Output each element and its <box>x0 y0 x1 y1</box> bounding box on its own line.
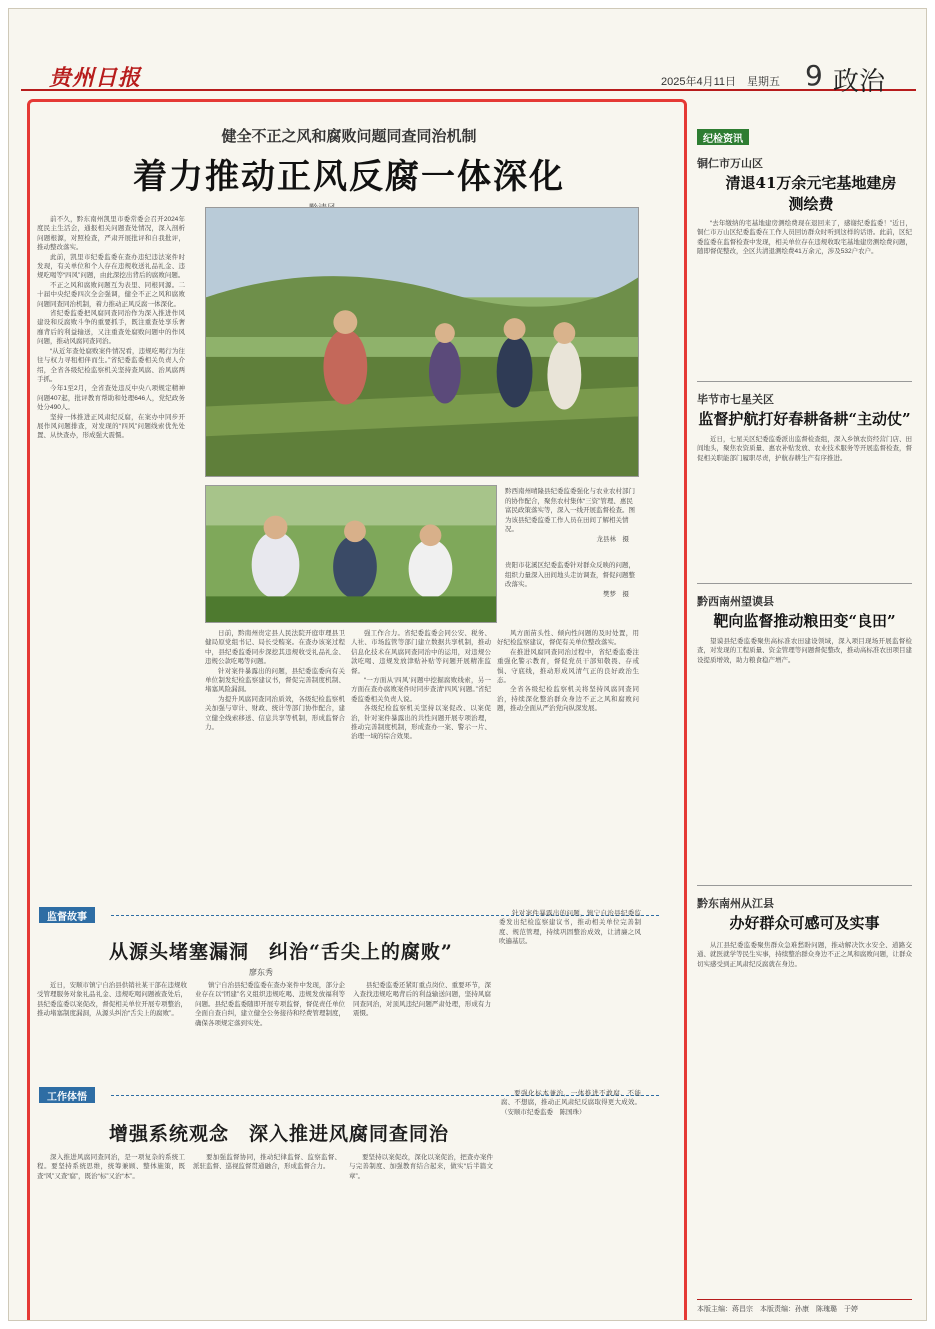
rail-item-body <box>697 435 912 573</box>
paragraph: 强工作合力。省纪委监委会同公安、税务、人社、市场监管等部门建立数据共享机制，推动信息化技术在风腐同查同治中的运用，对违规公款吃喝、违规发放津贴补贴等问题开展精准监督。 <box>351 630 491 675</box>
story3-title: 增强系统观念 深入推进风腐同查同治 <box>109 1123 450 1145</box>
paragraph: 要强化标本兼治，一体推进不敢腐、不能腐、不想腐，推动正风肃纪反腐取得更大成效。（安顺市纪委监委 陈国珠） <box>501 1090 641 1116</box>
paragraph: 前不久，黔东南州凯里市委常委会召开2024年度民主生活会，通报相关问题查处情况，深入剖析问题根源，对照检查，严肃开展批评和自我批评，推动整改落实。 <box>37 216 185 252</box>
paragraph: 风方面苗头性、倾向性问题的及时处置，用好纪检监察建议，督促有关单位整改落实。 <box>497 630 639 647</box>
rail-section-label: 纪检资讯 <box>697 129 749 145</box>
rail-item-body <box>697 637 912 877</box>
paragraph: “一方面从‘四风’问题中挖掘腐败线索，另一方面在查办腐败案件时同步查清‘四风’问题。”省纪委监委相关负责人说。 <box>351 677 491 703</box>
paragraph: 要加强监督协同，推动纪律监督、监察监督、派驻监督、巡视监督贯通融合，形成监督合力。 <box>193 1154 341 1171</box>
story3-column-4 <box>501 1089 641 1313</box>
divider <box>697 381 912 382</box>
paragraph: 从江县纪委监委聚焦群众急难愁盼问题，推动解决饮水安全、道路交通、就医就学等民生实事，持续整治群众身边不正之风和腐败问题，让群众切实感受到正风肃纪反腐就在身边。 <box>697 942 912 968</box>
lead-column-2 <box>205 629 345 901</box>
newspaper-logo: 贵州日报 <box>49 65 142 91</box>
newspaper-page <box>8 8 927 1321</box>
rail-item-body <box>697 941 912 1291</box>
section-band-label: 工作体悟 <box>39 1087 95 1103</box>
lead-headline: 着力推动正风反腐一体深化 <box>133 157 565 197</box>
section-label: 政治 <box>833 67 886 97</box>
paragraph: 此前，凯里市纪委监委在查办违纪违法案件时发现，有关单位和个人存在违规收送礼品礼金、违规吃喝等“四风”问题，由此深挖出背后的腐败问题。 <box>37 253 185 280</box>
paragraph: “从近年查处腐败案件情况看，违规吃喝行为往往与权力寻租相伴而生。”省纪委监委相关负责人介绍，全省各级纪检监察机关坚持查风腐、治风腐两手抓。 <box>37 347 185 383</box>
story2-column-4 <box>499 909 641 1077</box>
rail-item-title: 办好群众可感可及实事 <box>729 914 880 932</box>
rail-item-title: 监督护航打好春耕备耕“主动仗” <box>698 410 911 428</box>
rail-item-location: 黔东南州从江县 <box>697 897 774 910</box>
paragraph: “去年缴纳的宅基地建房测绘费现在退回来了，感谢纪委监委！”近日，铜仁市万山区纪委监委在工作人员回访群众时听到这样的话语。此前，区纪委监委在监督检查中发现，相关单位存在违规收取宅基地建房测绘费问题，随即督促整改，全区共清退测绘费41万余元，涉及532户农户。 <box>697 220 912 256</box>
photo-fields-image <box>206 208 638 476</box>
paragraph: 今年1至2月，全省查处违反中央八项规定精神问题407起，批评教育帮助和处理646人，党纪政务处分490人。 <box>37 385 185 412</box>
story3-column-1 <box>37 1153 185 1313</box>
lead-column-4 <box>497 629 639 901</box>
story2-byline: 廖东秀 <box>249 968 273 977</box>
rail-item-title: 清退41万余元宅基地建房测绘费 <box>725 174 897 213</box>
lead-photo-1 <box>205 207 639 477</box>
paragraph: 近日，安顺市镇宁自治县供销社某干部在违规收受管理服务对象礼品礼金、违规吃喝问题被查处后，县纪委监委以案促改，督促相关单位开展专项整治，推动堵塞制度漏洞，从源头纠治“舌尖上的腐败”。 <box>37 982 187 1018</box>
story2-column-2 <box>195 981 345 1077</box>
paragraph: 在推进风腐同查同治过程中，省纪委监委注重强化警示教育，督促党员干部知敬畏、存戒惧、守底线，推动形成风清气正的良好政治生态。 <box>497 648 639 685</box>
paragraph: 要坚持以案促改，深化以案促治，把查办案件与完善制度、加强教育结合起来，做实“后半篇文章”。 <box>349 1154 493 1180</box>
photo-credit: 龙县林 摄 <box>596 535 629 543</box>
paragraph: 各级纪检监察机关坚持以案促改、以案促治，针对案件暴露出的共性问题开展专项治理，推动完善制度机制，形成查办一案、警示一片、治理一域的综合效果。 <box>351 705 491 741</box>
paragraph: 日前，黔南州贵定县人民法院开庭审理县卫健局原党组书记、局长受贿案。在查办该案过程中，县纪委监委同步深挖其违规收受礼品礼金、违规公款吃喝等问题。 <box>205 630 345 666</box>
paragraph: 县纪委监委还紧盯重点岗位、重要环节，深入查找违规吃喝背后的利益输送问题，坚持风腐同查同治，对顶风违纪问题严肃处理，形成有力震慑。 <box>353 982 491 1018</box>
story2-title: 从源头堵塞漏洞 纠治“舌尖上的腐败” <box>109 941 453 963</box>
paragraph: 不正之风和腐败问题互为表里、同根同源。二十届中央纪委四次全会强调，健全不正之风和腐败问题同查同治机制，着力推动正风反腐一体深化。 <box>37 281 185 308</box>
story2-column-3 <box>353 981 491 1077</box>
photo-credit: 樊梦 摄 <box>603 590 629 598</box>
divider <box>697 885 912 886</box>
lead-photo-2 <box>205 485 497 623</box>
caption-text: 贵阳市花溪区纪委监委针对群众反映的问题，组织力量深入田间地头走访调查，督促问题整改落实。 <box>505 562 635 588</box>
story2-column-1 <box>37 981 187 1077</box>
rail-item-body <box>697 219 912 375</box>
photo-seedlings-image <box>206 486 496 622</box>
rail-item-title: 靶向监督推动粮田变“良田” <box>713 612 896 630</box>
masthead <box>21 57 916 97</box>
section-band-label: 监督故事 <box>39 907 95 923</box>
paragraph: 近日，七星关区纪委监委派出监督检查组，深入乡镇农资经营门店、田间地头，聚焦农资质量、惠农补贴发放、农业技术服务等开展监督检查，督促相关职能部门履职尽责，护航春耕生产有序推进。 <box>697 436 912 462</box>
paragraph: 镇宁自治县纪委监委在查办案件中发现，部分企业存在以“团建”名义组织违规吃喝、违规发放福利等问题。县纪委监委随即开展专项监督，督促责任单位全面自查自纠，建立健全公务接待和经费管理制度，确保各项规定落到实处。 <box>195 982 345 1027</box>
paragraph: 针对案件暴露出的问题，县纪委监委向有关单位制发纪检监察建议书，督促完善制度机制、堵塞风险漏洞。 <box>205 667 345 694</box>
story3-column-2 <box>193 1153 341 1313</box>
page-number: 9 <box>805 59 823 92</box>
rail-item-location: 黔西南州望谟县 <box>697 595 774 608</box>
lead-column-3 <box>351 629 491 901</box>
dateline: 2025年4月11日 星期五 <box>661 76 781 88</box>
paragraph: 全省各级纪检监察机关将坚持风腐同查同治，持续深化整治群众身边不正之风和腐败问题，推动全面从严治党向纵深发展。 <box>497 686 639 713</box>
paragraph: 为提升风腐同查同治质效，各级纪检监察机关加强与审计、财政、统计等部门协作配合，建立健全线索移送、信息共享等机制，形成监督合力。 <box>205 695 345 732</box>
paragraph: 针对案件暴露出的问题，镇宁自治县纪委监委发出纪检监察建议书，推动相关单位完善制度、规范管理，持续巩固整治成效，让清廉之风吹遍基层。 <box>499 910 641 946</box>
caption-text: 黔西南州晴隆县纪委监委强化与农业农村部门的协作配合，聚焦农村集体“三资”管理、惠民富民政策落实等，深入一线开展监督检查。图为该县纪委监委工作人员在田间了解相关情况。 <box>505 488 635 533</box>
photo-2-caption <box>505 561 639 599</box>
paragraph: 望谟县纪委监委聚焦高标准农田建设领域，深入项目现场开展监督检查，对发现的工程质量、资金管理等问题督促整改，推动高标准农田项目建设提质增效，助力粮食稳产增产。 <box>697 638 912 664</box>
rail-item-location: 毕节市七星关区 <box>697 393 774 406</box>
paragraph: 深入推进风腐同查同治，是一项复杂的系统工程。要坚持系统思维，统筹兼顾、整体施策，既查“风”又查“腐”，既治“标”又治“本”。 <box>37 1154 185 1180</box>
rail-item-location: 铜仁市万山区 <box>697 157 763 170</box>
paragraph: 省纪委监委把风腐同查同治作为深入推进作风建设和反腐败斗争的重要抓手，既注重查处享乐奢靡背后的利益输送，又注重查处腐败问题中的作风问题，推动风腐同查同治。 <box>37 310 185 346</box>
paragraph: 坚持一体推进正风肃纪反腐，在案办中同步开展作风问题排查，对发现的“四风”问题线索优先处置、从快查办，形成强大震慑。 <box>37 413 185 440</box>
lead-kicker: 健全不正之风和腐败问题同查同治机制 <box>221 127 477 145</box>
divider <box>697 583 912 584</box>
editor-credits: 本版主编：蒋昌宗 本版责编：孙康 陈瑰璐 于婷 <box>697 1299 912 1314</box>
photo-1-caption <box>505 487 639 544</box>
story3-column-3 <box>349 1153 493 1313</box>
lead-column-1 <box>37 215 185 895</box>
